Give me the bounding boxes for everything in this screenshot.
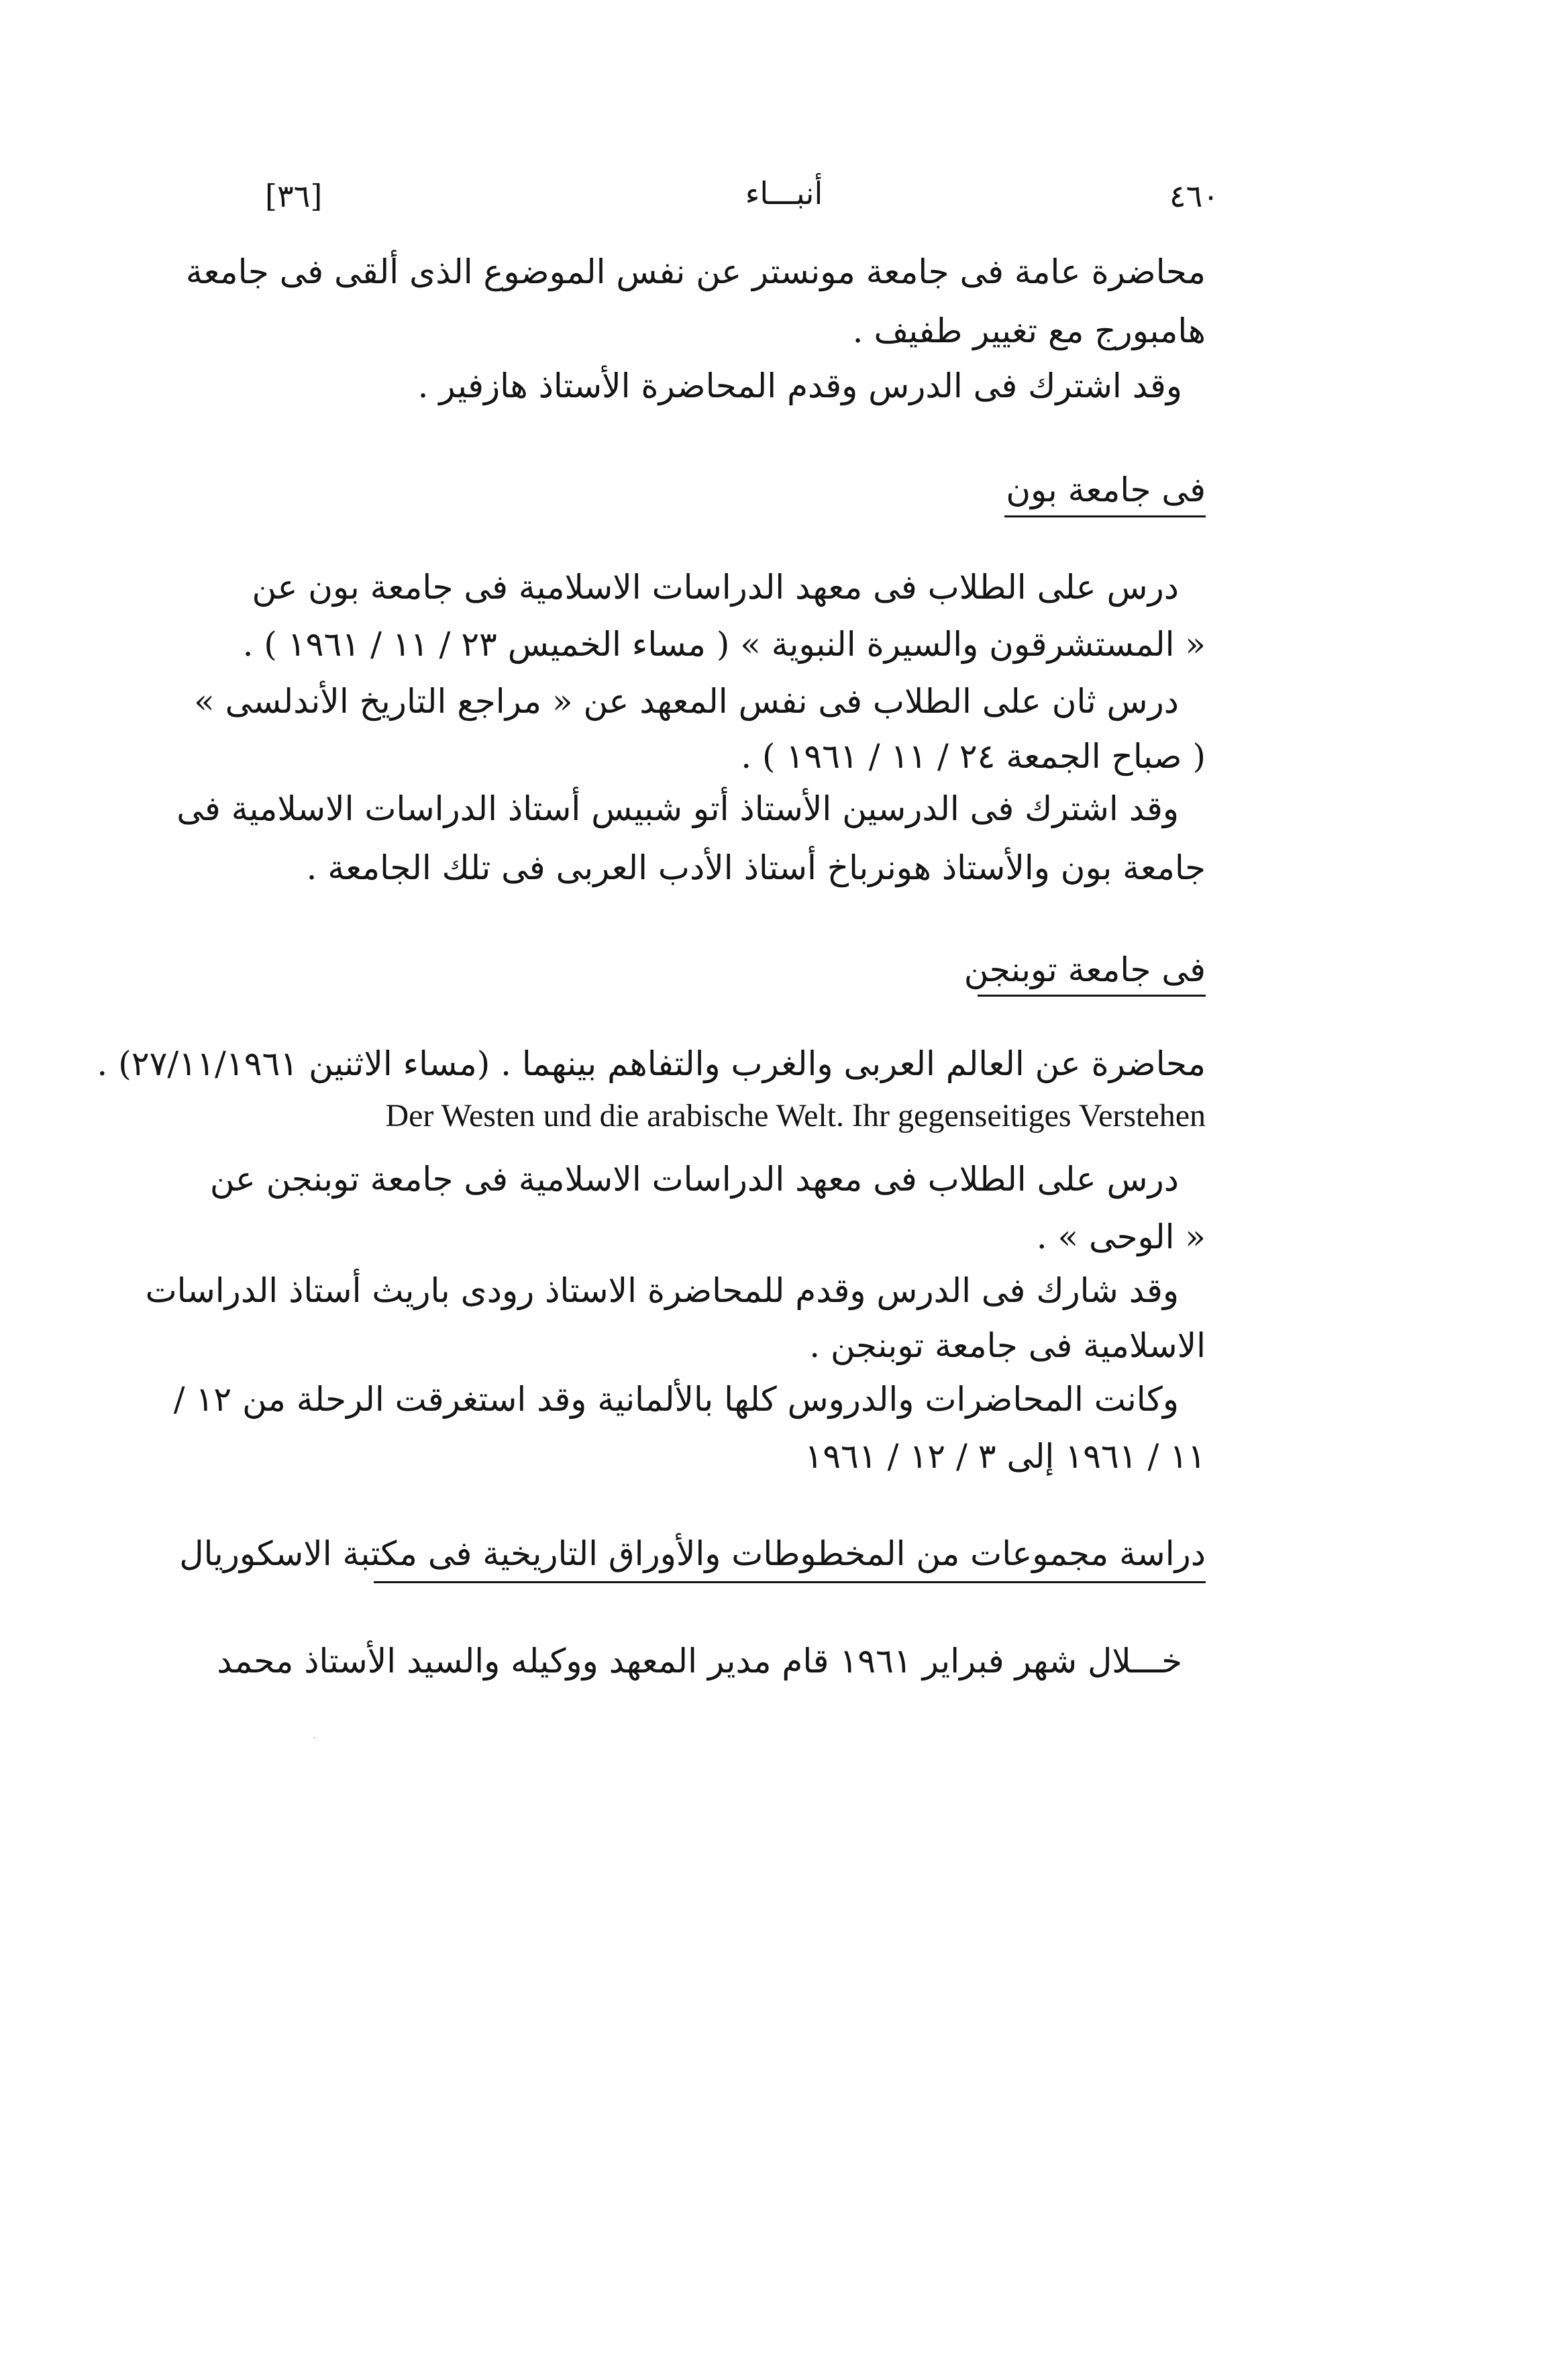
bonn-line: « المستشرقون والسيرة النبوية » ( مساء الخميس ٢٣ / ١١ / ١٩٦١ ) .: [242, 625, 1206, 664]
tuebingen-line: وقد شارك فى الدرس وقدم للمحاضرة الاستاذ رودى باريث أستاذ الدراسات: [145, 1271, 1179, 1310]
tuebingen-line: وكانت المحاضرات والدروس كلها بالألمانية وقد استغرقت الرحلة من ١٢ /: [173, 1380, 1179, 1419]
tuebingen-line: ١١ / ١٩٦١ إلى ٣ / ١٢ / ١٩٦١: [804, 1437, 1206, 1476]
intro-line: محاضرة عامة فى جامعة مونستر عن نفس الموضوع الذى ألقى فى جامعة: [185, 252, 1206, 291]
issue-tag: [٣٦]: [265, 178, 323, 214]
heading-underline: [978, 995, 1206, 997]
section-heading-escorial: دراسة مجموعات من المخطوطات والأوراق التاريخية فى مكتبة الاسكوريال: [179, 1534, 1206, 1573]
bonn-line: درس ثان على الطلاب فى نفس المعهد عن « مراجع التاريخ الأندلسى »: [194, 682, 1179, 721]
page-number: ٤٦٠: [1169, 178, 1219, 214]
section-heading-tuebingen: فى جامعة توبنجن: [963, 950, 1206, 989]
heading-underline: [1004, 515, 1206, 517]
tuebingen-line: محاضرة عن العالم العربى والغرب والتفاهم بينهما . (مساء الاثنين ٢٧/١١/١٩٦١) .: [97, 1044, 1206, 1083]
scan-speck: [314, 1737, 315, 1738]
german-title: Der Westen und die arabische Welt. Ihr gegenseitiges Verstehen: [385, 1098, 1206, 1134]
escorial-line: خـــلال شهر فبراير ١٩٦١ قام مدير المعهد ووكيله والسيد الأستاذ محمد: [217, 1642, 1182, 1681]
bonn-line: درس على الطلاب فى معهد الدراسات الاسلامية فى جامعة بون عن: [252, 568, 1179, 607]
running-title: أنبـــاء: [745, 175, 823, 211]
intro-line: وقد اشترك فى الدرس وقدم المحاضرة الأستاذ هازفير .: [417, 366, 1182, 405]
tuebingen-line: « الوحى » .: [1036, 1217, 1206, 1256]
bonn-line: ( صباح الجمعة ٢٤ / ١١ / ١٩٦١ ) .: [741, 737, 1206, 776]
heading-underline: [374, 1581, 1206, 1583]
bonn-line: وقد اشترك فى الدرسين الأستاذ أتو شبيس أستاذ الدراسات الاسلامية فى: [176, 789, 1179, 828]
tuebingen-line: درس على الطلاب فى معهد الدراسات الاسلامية فى جامعة توبنجن عن: [209, 1160, 1179, 1199]
tuebingen-line: الاسلامية فى جامعة توبنجن .: [809, 1326, 1206, 1365]
intro-line: هامبورج مع تغيير طفيف .: [852, 311, 1206, 350]
section-heading-bonn: فى جامعة بون: [1006, 470, 1206, 509]
bonn-line: جامعة بون والأستاذ هونرباخ أستاذ الأدب العربى فى تلك الجامعة .: [306, 848, 1206, 887]
